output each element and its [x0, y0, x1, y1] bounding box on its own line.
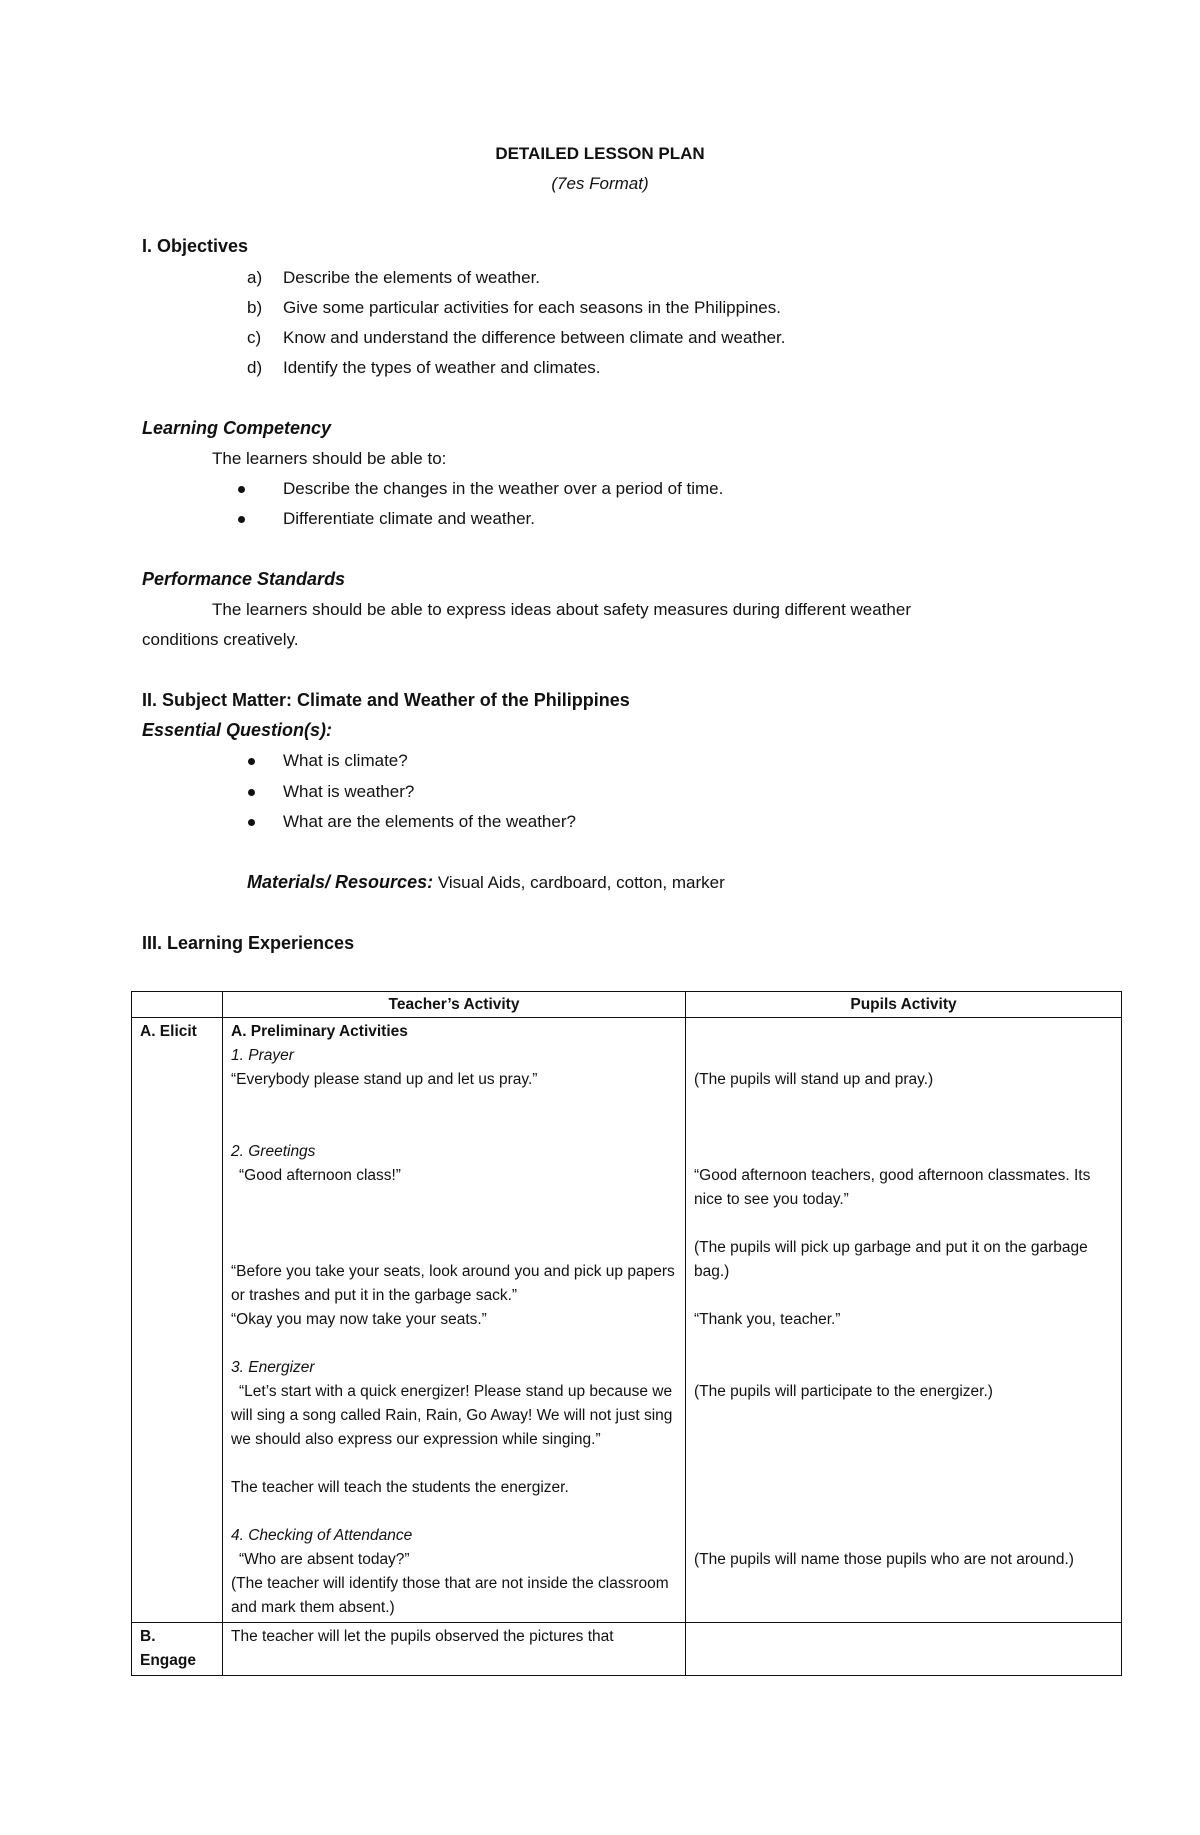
objective-item: Give some particular activities for each seasons in the Philippines.	[283, 298, 781, 317]
document-subtitle: (7es Format)	[551, 174, 649, 193]
energizer-teacher-text	[231, 1380, 677, 1452]
experiences-heading: III. Learning Experiences	[142, 933, 355, 953]
teach-energizer-text: The teacher will teach the students the energizer.	[231, 1479, 569, 1496]
bullet-icon	[248, 758, 255, 765]
table-header-cell: Teacher’s Activity	[223, 992, 686, 1018]
greetings-label: 2. Greetings	[231, 1143, 316, 1160]
materials-value: Visual Aids, cardboard, cotton, marker	[433, 873, 725, 892]
competency-heading: Learning Competency	[142, 418, 332, 438]
attendance-pupil-text: (The pupils will name those pupils who are not around.)	[694, 1551, 1074, 1568]
question-item: What is weather?	[283, 782, 415, 801]
prayer-label: 1. Prayer	[231, 1047, 294, 1064]
objective-label: a)	[247, 268, 263, 287]
prayer-teacher-text: “Everybody please stand up and let us pray.”	[231, 1071, 538, 1088]
objective-item: Identify the types of weather and climates.	[283, 358, 601, 377]
competency-item: Describe the changes in the weather over a period of time.	[283, 479, 724, 498]
bullet-icon	[238, 486, 245, 493]
energizer-label: 3. Energizer	[231, 1359, 315, 1376]
energizer-teacher-quote: “Let’s start with a quick energizer! Please stand up because we will sing a song called Rain, Rain, Go Away! We will not just sing we should also express our expression while singing.”	[231, 1383, 673, 1448]
materials-label: Materials/ Resources:	[247, 872, 434, 892]
performance-text-line2: conditions creatively.	[142, 630, 299, 649]
table-header-cell: Pupils Activity	[686, 992, 1122, 1018]
bullet-icon	[238, 516, 245, 523]
essential-question-heading: Essential Question(s):	[142, 720, 333, 740]
document-title: DETAILED LESSON PLAN	[495, 144, 705, 163]
objectives-heading: I. Objectives	[142, 236, 249, 256]
table-header-cell	[132, 992, 223, 1018]
teacher-activity-cell: The teacher will let the pupils observed the pictures that	[223, 1623, 686, 1676]
question-item: What are the elements of the weather?	[283, 812, 576, 831]
energizer-pupil-text: (The pupils will participate to the energizer.)	[694, 1383, 993, 1400]
bullet-icon	[248, 819, 255, 826]
pupils-activity-cell	[686, 1018, 1122, 1623]
phase-cell: B. Engage	[132, 1623, 223, 1676]
subject-heading: II. Subject Matter: Climate and Weather of the Philippines	[142, 690, 630, 710]
pupils-activity-cell	[686, 1623, 1122, 1676]
prayer-pupil-text: (The pupils will stand up and pray.)	[694, 1071, 934, 1088]
question-item: What is climate?	[283, 751, 408, 770]
garbage-teacher-text: “Before you take your seats, look around you and pick up papers or trashes and put it in the garbage sack.”	[231, 1263, 675, 1304]
table-header-row	[132, 992, 1122, 1018]
phase-cell: A. Elicit	[132, 1018, 223, 1623]
table-row	[132, 1623, 1122, 1676]
materials-line	[247, 872, 725, 893]
table-row	[132, 1018, 1122, 1623]
performance-text-line1: The learners should be able to express ideas about safety measures during different weather	[212, 600, 911, 619]
attendance-label: 4. Checking of Attendance	[231, 1527, 413, 1544]
objective-label: c)	[247, 328, 262, 347]
greetings-pupil-text: “Good afternoon teachers, good afternoon classmates. Its nice to see you today.”	[694, 1167, 1091, 1208]
competency-item: Differentiate climate and weather.	[283, 509, 535, 528]
greetings-teacher-text: “Good afternoon class!”	[239, 1167, 401, 1184]
attendance-teacher-note: (The teacher will identify those that are not inside the classroom and mark them absent.)	[231, 1575, 669, 1616]
objective-label: b)	[247, 298, 263, 317]
performance-heading: Performance Standards	[142, 569, 346, 589]
thanks-pupil-text: “Thank you, teacher.”	[694, 1311, 841, 1328]
seats-teacher-text: “Okay you may now take your seats.”	[231, 1311, 487, 1328]
preliminary-heading: A. Preliminary Activities	[231, 1023, 408, 1040]
garbage-pupil-text: (The pupils will pick up garbage and put it on the garbage bag.)	[694, 1239, 1088, 1280]
objective-item: Describe the elements of weather.	[283, 268, 541, 287]
bullet-icon	[248, 789, 255, 796]
objective-label: d)	[247, 358, 263, 377]
objective-item: Know and understand the difference between climate and weather.	[283, 328, 786, 347]
attendance-teacher-question: “Who are absent today?”	[239, 1551, 410, 1568]
teacher-activity-cell	[223, 1018, 686, 1623]
learning-experiences-table	[131, 991, 1122, 1676]
competency-intro: The learners should be able to:	[212, 449, 447, 468]
